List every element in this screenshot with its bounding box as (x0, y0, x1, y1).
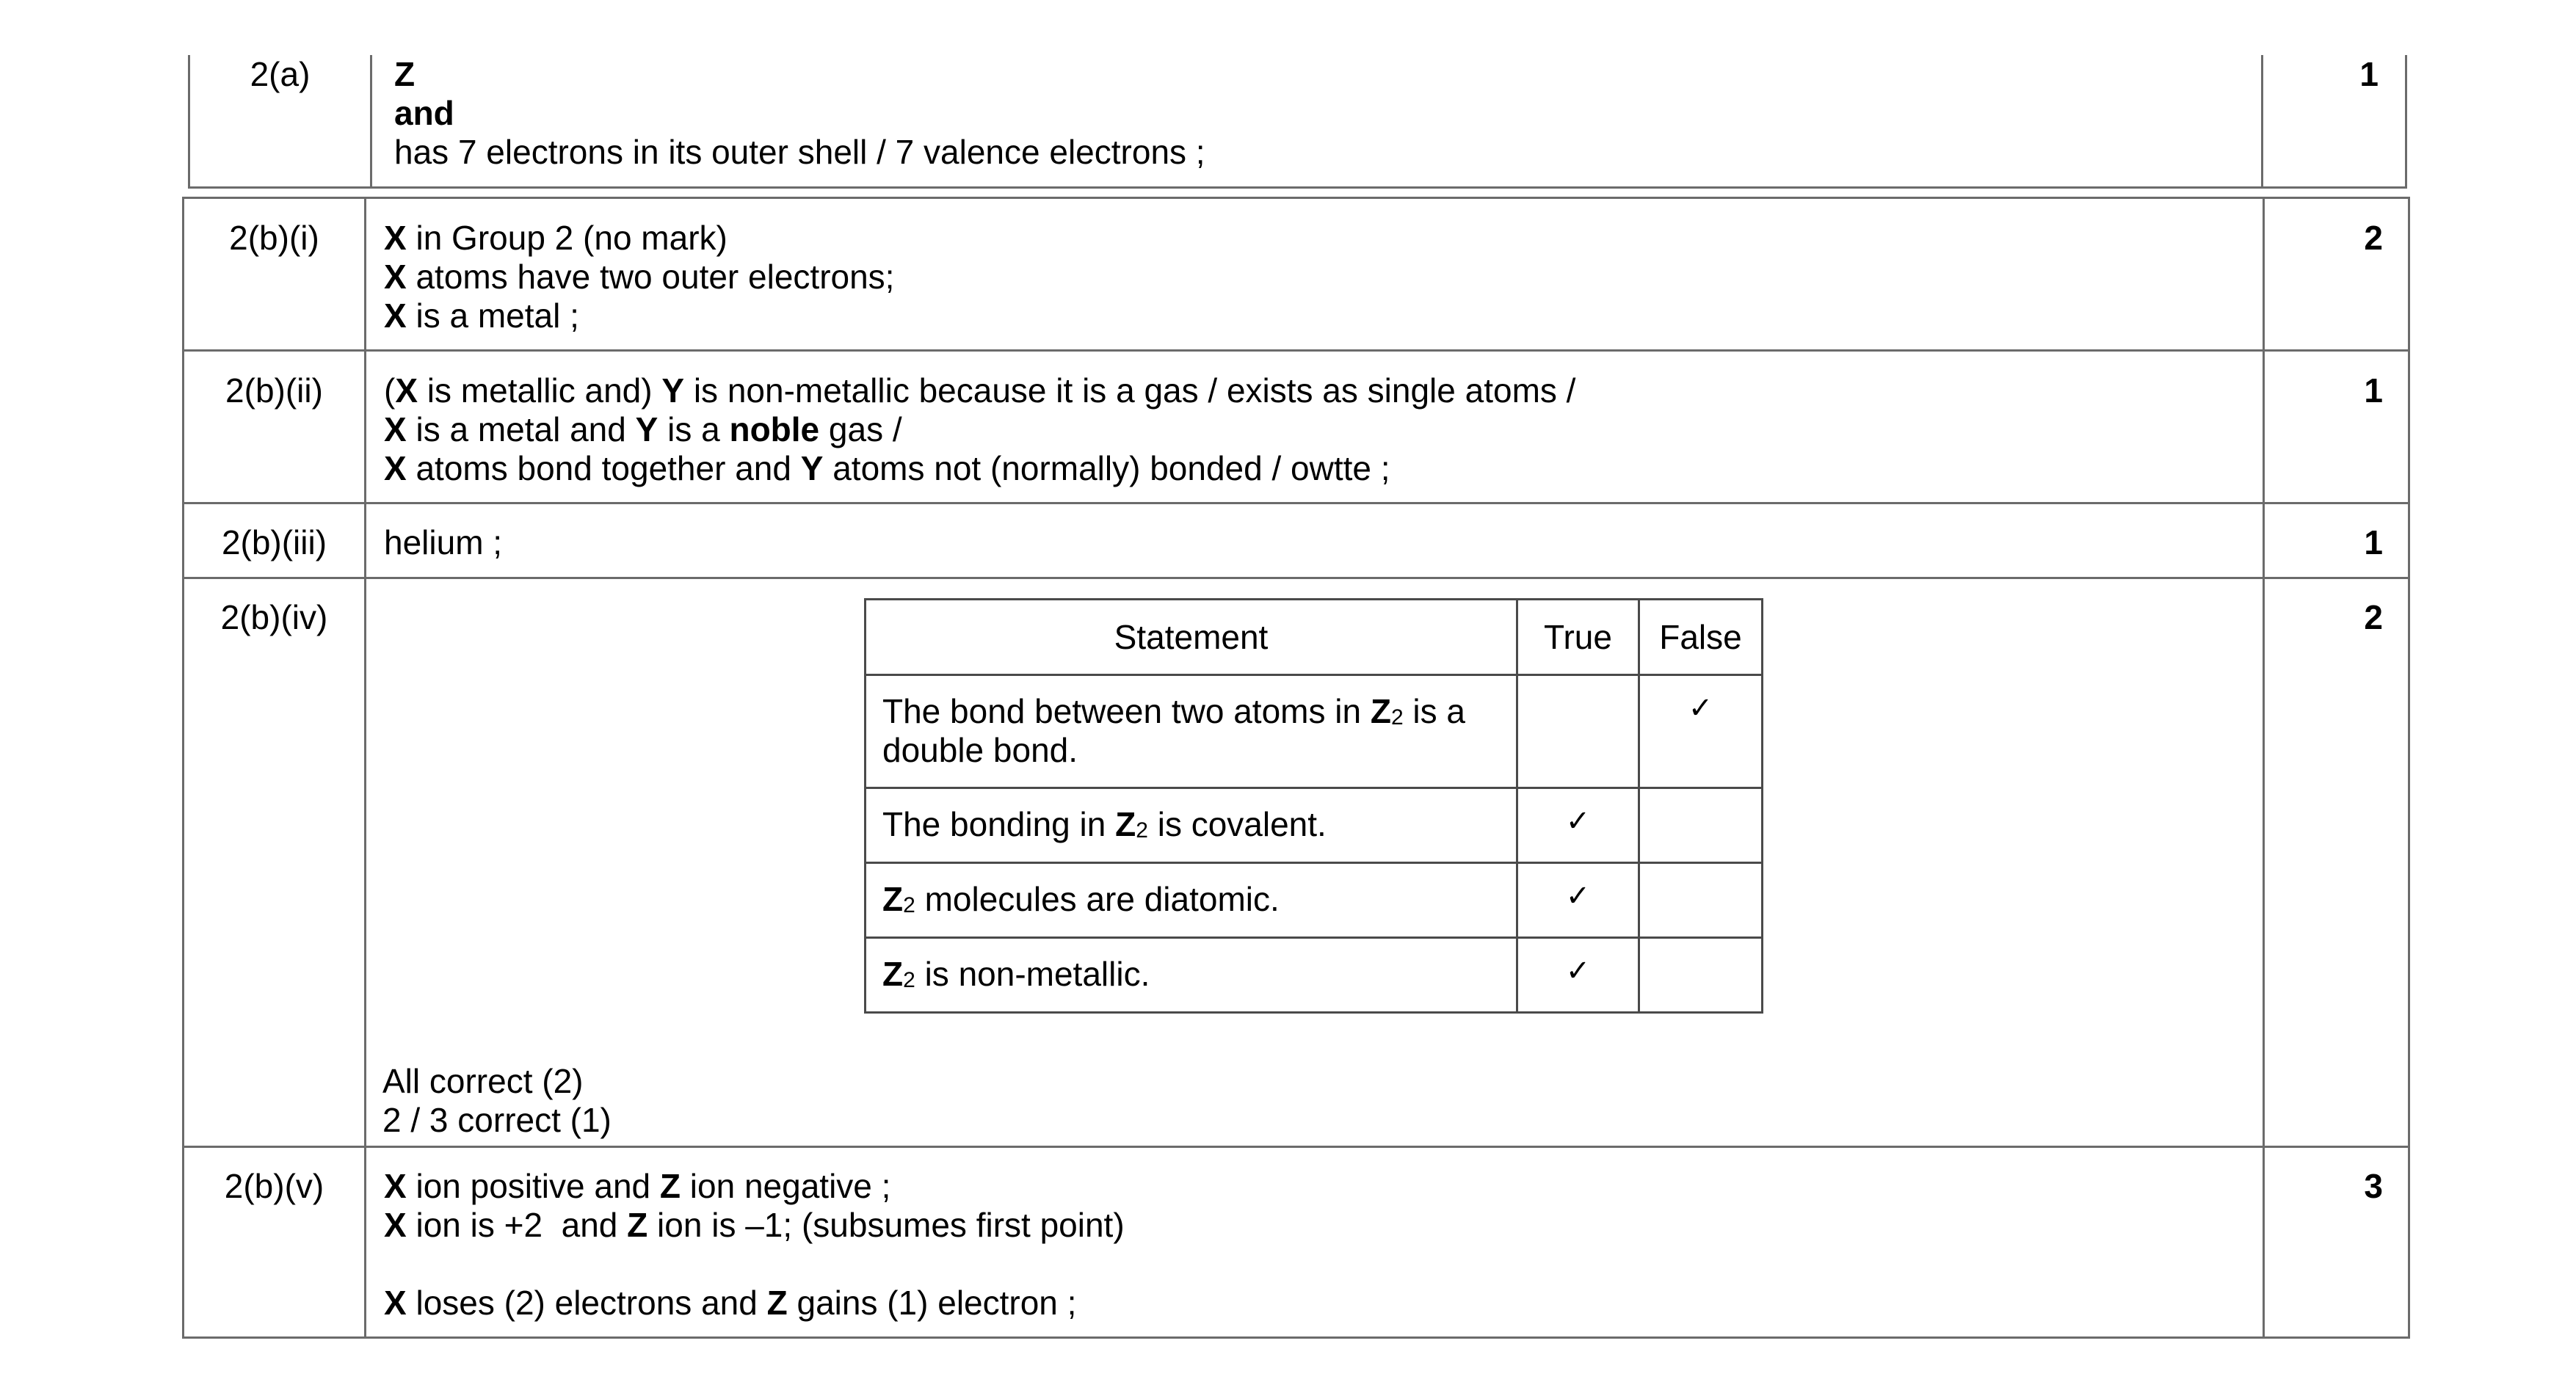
marking-line: All correct (2) (382, 1062, 584, 1100)
table-row (184, 351, 2409, 503)
statement-text: $Z_2$ molecules are diatomic. (866, 863, 1517, 938)
header-false: False (1639, 600, 1763, 675)
answer-cell (366, 351, 2264, 503)
question-number: 2(b)(iv) (184, 578, 366, 1147)
question-number: 2(b)(i) (184, 198, 366, 351)
marks-cell: 1 (2264, 503, 2409, 578)
header-true: True (1517, 600, 1639, 675)
answer-line: X is a metal and Y is a noble gas / (384, 410, 902, 448)
mark-scheme-table-top (188, 55, 2407, 189)
true-tick: ✓ (1517, 863, 1639, 938)
answer-cell (366, 578, 2264, 1147)
marks-cell: 1 (2263, 55, 2406, 188)
statement-table (864, 598, 1763, 1014)
false-tick (1639, 788, 1763, 863)
header-statement: Statement (866, 600, 1517, 675)
answer-line: and (394, 94, 454, 132)
statement-table-wrap (366, 598, 2263, 1139)
marks-cell: 1 (2264, 351, 2409, 503)
answer-line: has 7 electrons in its outer shell / 7 valence electrons ; (394, 133, 1205, 171)
answer-cell (371, 55, 2263, 188)
answer-line: X loses (2) electrons and Z gains (1) electron ; (384, 1284, 1077, 1322)
marks-cell: 2 (2264, 198, 2409, 351)
table-row (189, 55, 2406, 188)
statement-text: $Z_2$ is non-metallic. (866, 938, 1517, 1013)
answer-line: X atoms bond together and Y atoms not (normally) bonded / owtte ; (384, 449, 1390, 487)
question-number: 2(b)(iii) (184, 503, 366, 578)
marks-cell: 2 (2264, 578, 2409, 1147)
answer-line: X ion positive and Z ion negative ; (384, 1167, 891, 1205)
false-tick (1639, 863, 1763, 938)
statement-text: The bonding in $Z_2$ is covalent. (866, 788, 1517, 863)
false-tick: ✓ (1639, 675, 1763, 788)
false-tick (1639, 938, 1763, 1013)
question-number: 2(b)(v) (184, 1147, 366, 1338)
true-tick: ✓ (1517, 938, 1639, 1013)
statement-row (866, 675, 1763, 788)
answer-line: X is a metal ; (384, 297, 579, 335)
statement-row (866, 788, 1763, 863)
statement-table-header (866, 600, 1763, 675)
answer-cell (366, 503, 2264, 578)
table-row (184, 503, 2409, 578)
answer-line: X ion is +2 and Z ion is –1; (subsumes first point) (384, 1206, 1125, 1244)
marks-cell: 3 (2264, 1147, 2409, 1338)
answer-cell (366, 1147, 2264, 1338)
marking-line: 2 / 3 correct (1) (382, 1101, 612, 1139)
answer-cell (366, 198, 2264, 351)
question-number: 2(a) (189, 55, 371, 188)
blank-line (384, 1245, 2263, 1284)
mark-scheme-table (182, 197, 2410, 1339)
true-tick (1517, 675, 1639, 788)
answer-line: X in Group 2 (no mark) (384, 219, 728, 257)
answer-line: helium ; (384, 523, 503, 561)
table-row (184, 198, 2409, 351)
table-row (184, 1147, 2409, 1338)
marking-guidance (382, 1062, 612, 1140)
table-row (184, 578, 2409, 1147)
answer-line: (X is metallic and) Y is non-metallic because it is a gas / exists as single atoms / (384, 371, 1576, 410)
answer-line: Z (394, 55, 416, 93)
question-number: 2(b)(ii) (184, 351, 366, 503)
answer-line: X atoms have two outer electrons; (384, 258, 895, 296)
statement-row (866, 863, 1763, 938)
statement-row (866, 938, 1763, 1013)
statement-text: The bond between two atoms in $Z_2$ is a double bond. (866, 675, 1517, 788)
true-tick: ✓ (1517, 788, 1639, 863)
